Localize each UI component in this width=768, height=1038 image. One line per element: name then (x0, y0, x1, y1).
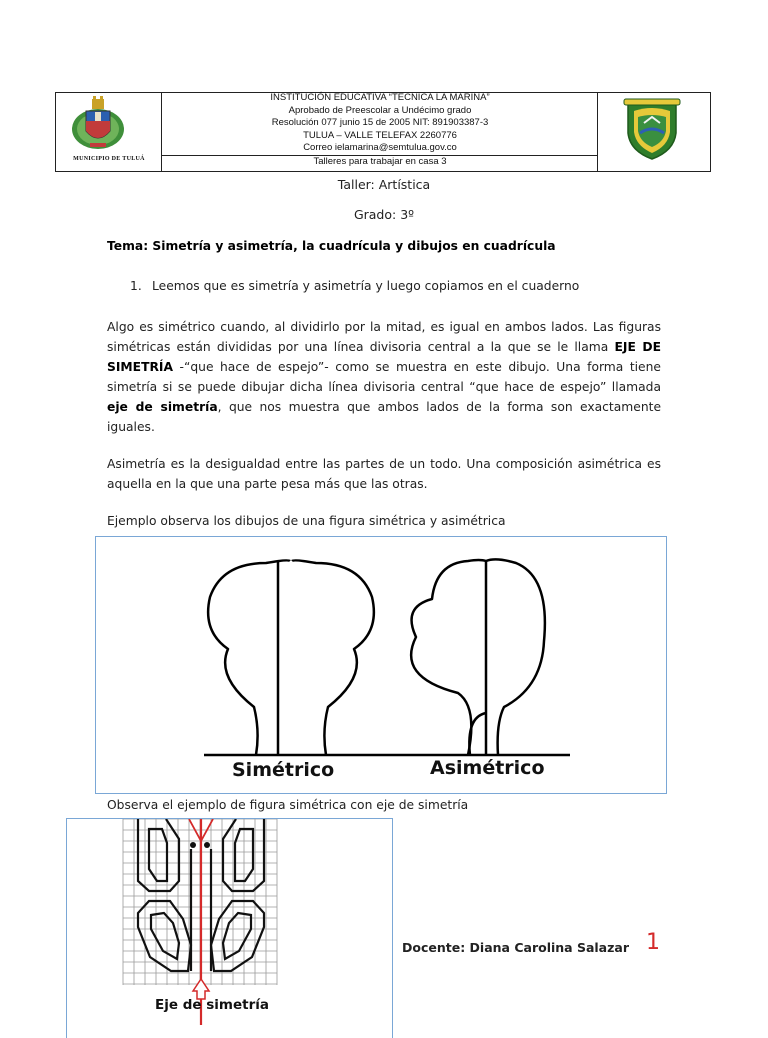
symmetry-paragraph (107, 317, 661, 437)
instruction-text: Leemos que es simetría y asimetría y luego copiamos en el cuaderno (152, 279, 580, 293)
asymmetry-paragraph: Asimetría es la desigualdad entre las partes de un todo. Una composición asimétrica es aquella en la que una parte pesa más que las otras. (107, 457, 661, 491)
instruction-number: 1. (130, 279, 142, 293)
municipio-caption: MUNICIPIO DE TULUÁ (73, 156, 145, 162)
para1-text-c: , que nos muestra que ambos lados de la forma son exactamente iguales. (107, 400, 662, 434)
asymmetric-tree-icon (411, 559, 545, 755)
tree-figure (96, 537, 666, 793)
municipio-logo-cell (56, 93, 162, 171)
page-number: 1 (646, 930, 660, 955)
label-simetrico: Simétrico (232, 759, 335, 781)
municipio-coat-of-arms-icon (68, 95, 128, 153)
header-line-2: Aprobado de Preescolar a Undécimo grado (288, 104, 472, 116)
label-asimetrico: Asimétrico (430, 757, 545, 779)
header-subtitle: Talleres para trabajar en casa 3 (313, 156, 447, 167)
butterfly-figure-frame (66, 818, 393, 1038)
para1-bold-eje-de-simetria: EJE DE SIMETRÍA (107, 340, 662, 374)
butterfly-caption: Eje de simetría (155, 997, 269, 1013)
para1-text-a: Algo es simétrico cuando, al dividirlo por la mitad, es igual en ambos lados. Las figuras simétricas están divididas por una línea divisoria central a la que se le llama (107, 320, 661, 354)
header-line-3: Resolución 077 junio 15 de 2005 NIT: 891903387-3 (271, 117, 489, 128)
school-logo-cell (597, 93, 710, 171)
docente-name: Docente: Diana Carolina Salazar (402, 940, 629, 955)
header-center (162, 93, 598, 171)
header-email: Correo ielamarina@semtulua.gov.co (303, 142, 457, 153)
para1-bold-eje: eje de simetría (107, 400, 218, 414)
tree-figure-frame (95, 536, 667, 794)
butterfly-grid-figure (67, 819, 392, 1025)
grado-title: Grado: 3º (353, 207, 415, 222)
observa-text: Observa el ejemplo de figura simétrica con eje de simetría (107, 798, 469, 812)
header-line-1: INSTITUCIÓN EDUCATIVA “TECNICA LA MARINA” (270, 92, 490, 103)
tema-heading: Tema: Simetría y asimetría, la cuadrícula y dibujos en cuadrícula (107, 239, 556, 253)
school-shield-icon (618, 97, 686, 161)
taller-title: Taller: Artística (337, 177, 431, 192)
header-line-4: TULUA – VALLE TELEFAX 2260776 (303, 129, 457, 141)
symmetric-tree-icon (208, 560, 374, 755)
header-table (55, 92, 711, 172)
example-intro: Ejemplo observa los dibujos de una figura simétrica y asimétrica (107, 514, 506, 528)
axis-arrow-icon (193, 979, 209, 999)
para1-text-b: -“que hace de espejo”- como se muestra en este dibujo. Una forma tiene simetría si se puede dibujar dicha línea divisoria central “que hace de espejo” llamada (107, 360, 661, 394)
